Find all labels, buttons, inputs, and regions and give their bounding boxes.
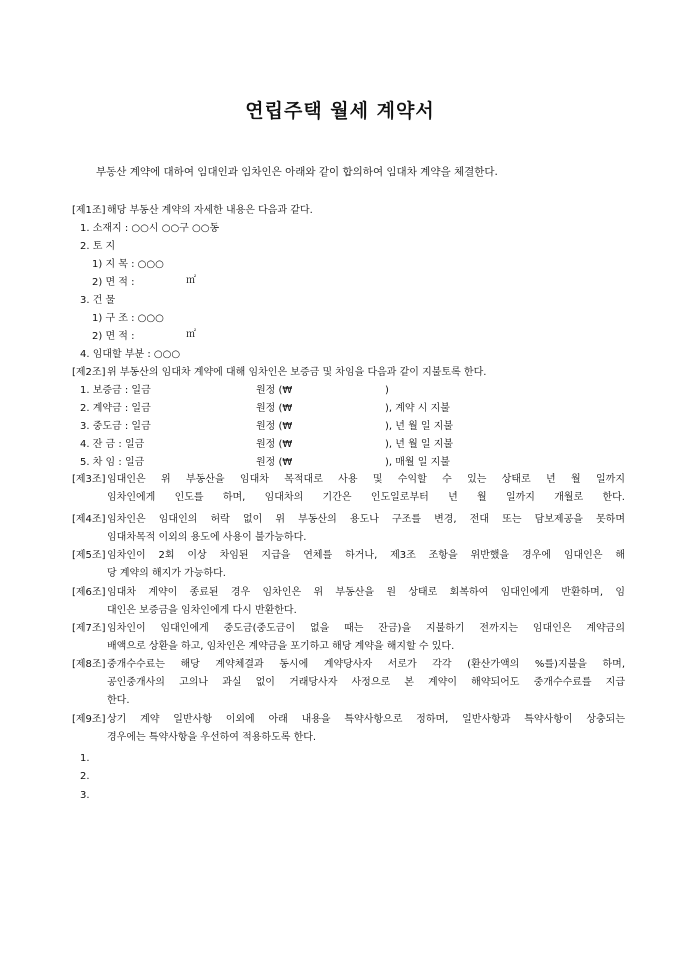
interim-payment-label: 3. 중도금 : 일금 — [80, 421, 151, 432]
article-8-line-2: 공인중개사의 고의나 과실 없이 거래당사자 사정으로 본 계약이 해약되어도 중개수수료를 지급 — [107, 677, 625, 688]
intro-paragraph: 부동산 계약에 대하여 임대인과 임차인은 아래와 같이 합의하여 임대차 계약을 체결한다. — [96, 166, 498, 178]
article-3-tag: [제3조] — [72, 474, 106, 485]
balance-close: ), 년 월 일 지불 — [385, 439, 454, 450]
article-9-line-2: 경우에는 특약사항을 우선하여 적용하도록 한다. — [107, 732, 317, 743]
article-4-line-1: 임차인은 임대인의 허락 없이 위 부동산의 용도나 구조를 변경, 전대 또는 담보제공을 못하며 — [107, 514, 625, 525]
article-5-tag: [제5조] — [72, 550, 106, 561]
article-8-line-3: 한다. — [107, 695, 130, 706]
special-term-2: 2. — [80, 771, 90, 782]
article-9-tag: [제9조] — [72, 714, 106, 725]
document-title: 연립주택 월세 계약서 — [245, 100, 435, 122]
rent-won: 원정 (₩ — [256, 457, 293, 468]
land-jimok: 1) 지 목 : ○○○ — [92, 259, 164, 270]
article-6-line-2: 대인은 보증금을 임차인에게 다시 반환한다. — [107, 605, 297, 616]
article-5-line-1: 임차인이 2회 이상 차임된 지급을 연체를 하거나, 제3조 조항을 위반했을 경우에 임대인은 해 — [107, 550, 625, 561]
article-2-text: 위 부동산의 임대차 계약에 대해 임차인은 보증금 및 차임을 다음과 같이 지불토록 한다. — [107, 367, 487, 378]
article-2-tag: [제2조] — [72, 367, 106, 378]
article-3-line-2: 임차인에게 인도를 하며, 임대차의 기간은 인도일로부터 년 월 일까지 개월로 한다. — [107, 492, 625, 503]
balance-won: 원정 (₩ — [256, 439, 293, 450]
article-5-line-2: 당 계약의 해지가 가능하다. — [107, 568, 226, 579]
interim-payment-won: 원정 (₩ — [256, 421, 293, 432]
lease-part-item: 4. 임대할 부분 : ○○○ — [80, 349, 181, 360]
deposit-close: ) — [385, 385, 389, 396]
article-7-line-1: 임차인이 임대인에게 중도금(중도금이 없을 때는 잔금)을 지불하기 전까지는 임대인은 계약금의 — [107, 623, 625, 634]
down-payment-won: 원정 (₩ — [256, 403, 293, 414]
article-7-line-2: 배액으로 상환을 하고, 임차인은 계약금을 포기하고 해당 계약을 해지할 수 있다. — [107, 641, 455, 652]
rent-label: 5. 차 임 : 일금 — [80, 457, 145, 468]
down-payment-close: ), 계약 시 지불 — [385, 403, 450, 414]
building-area: 2) 면 적 : — [92, 331, 135, 342]
land-area: 2) 면 적 : — [92, 277, 135, 288]
article-1-tag: [제1조] — [72, 205, 106, 216]
article-1-text: 해당 부동산 계약의 자세한 내용은 다음과 같다. — [107, 205, 313, 216]
deposit-won: 원정 (₩ — [256, 385, 293, 396]
land-item: 2. 토 지 — [80, 241, 116, 252]
article-8-tag: [제8조] — [72, 659, 106, 670]
article-3-line-1: 임대인은 위 부동산을 임대차 목적대로 사용 및 수익할 수 있는 상태로 년 월 일까지 — [107, 474, 625, 485]
balance-label: 4. 잔 금 : 일금 — [80, 439, 145, 450]
land-area-unit: ㎡ — [186, 275, 196, 286]
building-area-unit: ㎡ — [186, 329, 196, 340]
article-9-line-1: 상기 계약 일반사항 이외에 아래 내용을 특약사항으로 정하며, 일반사항과 특약사항이 상충되는 — [107, 714, 625, 725]
special-term-1: 1. — [80, 753, 90, 764]
rent-close: ), 매월 일 지불 — [385, 457, 450, 468]
article-8-line-1: 중개수수료는 해당 계약체결과 동시에 계약당사자 서로가 각각 (환산가액의 %를)지불을 하며, — [107, 659, 625, 670]
building-item: 3. 건 물 — [80, 295, 116, 306]
down-payment-label: 2. 계약금 : 일금 — [80, 403, 151, 414]
article-4-tag: [제4조] — [72, 514, 106, 525]
article-6-line-1: 임대차 계약이 종료된 경우 임차인은 위 부동산을 원 상태로 회복하여 임대인에게 반환하며, 임 — [107, 587, 625, 598]
deposit-label: 1. 보증금 : 일금 — [80, 385, 151, 396]
interim-payment-close: ), 년 월 일 지불 — [385, 421, 454, 432]
article-7-tag: [제7조] — [72, 623, 106, 634]
building-structure: 1) 구 조 : ○○○ — [92, 313, 164, 324]
special-term-3: 3. — [80, 790, 90, 801]
location-item: 1. 소재지 : ○○시 ○○구 ○○동 — [80, 223, 220, 234]
article-4-line-2: 임대차목적 이외의 용도에 사용이 불가능하다. — [107, 532, 307, 543]
article-6-tag: [제6조] — [72, 587, 106, 598]
